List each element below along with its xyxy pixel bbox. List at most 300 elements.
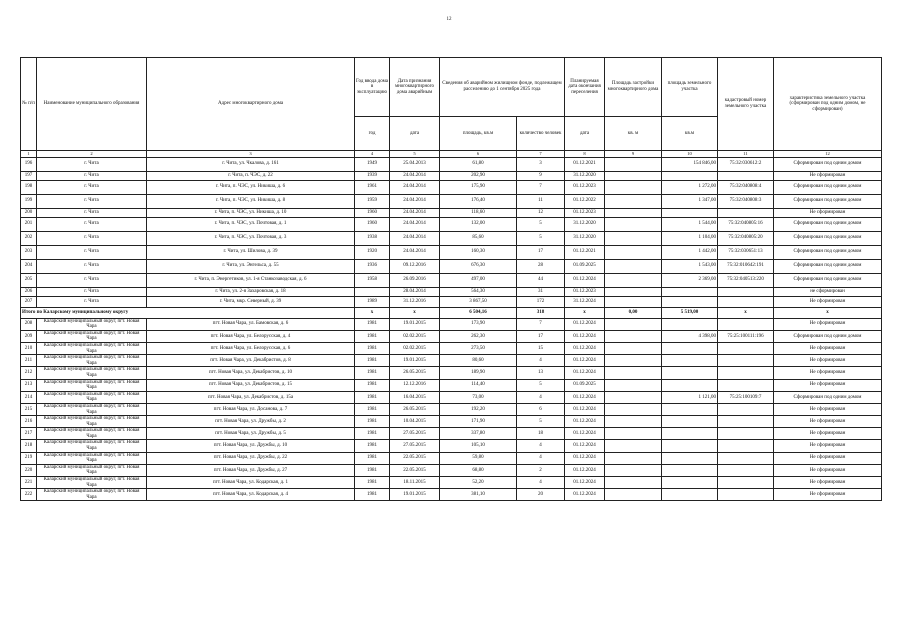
- row-year: 1949: [355, 157, 390, 171]
- row-cadastral: [718, 452, 774, 464]
- row-cadastral: [718, 318, 774, 330]
- row-area: 61,80: [440, 157, 517, 171]
- table-row: [21, 157, 882, 171]
- row-recognition-date: 10.04.2015: [390, 416, 440, 428]
- row-land-char: Не сформирован: [774, 208, 882, 217]
- row-built-area: [605, 231, 662, 245]
- row-recognition-date: 19.01.2015: [390, 489, 440, 501]
- row-land-char: Не сформирован: [774, 171, 882, 180]
- row-number: 213: [21, 379, 37, 391]
- row-cadastral: [718, 379, 774, 391]
- row-cadastral: 75:32:040808:3: [718, 194, 774, 208]
- row-plan-date: 01.12.2024: [565, 367, 605, 379]
- table-row: [21, 342, 882, 354]
- row-address: пгт. Новая Чара, ул. Декабристов, д. 15: [147, 379, 355, 391]
- row-number: 196: [21, 157, 37, 171]
- row-recognition-date: 19.01.2015: [390, 355, 440, 367]
- total-label: Итого по Каларскому муниципальному округу: [21, 307, 355, 318]
- row-people: 172: [517, 296, 565, 307]
- row-number: 207: [21, 296, 37, 307]
- row-recognition-date: 19.01.2015: [390, 318, 440, 330]
- row-cadastral: [718, 477, 774, 489]
- row-address: г. Чита, п. ЧЭС, ул. Почтовая, д. 3: [147, 231, 355, 245]
- row-built-area: [605, 342, 662, 354]
- row-area: 176,40: [440, 194, 517, 208]
- row-land-area: [662, 287, 718, 296]
- row-plan-date: 01.12.2024: [565, 342, 605, 354]
- row-area: 273,50: [440, 342, 517, 354]
- row-people: 7: [517, 180, 565, 194]
- row-year: 1936: [355, 259, 390, 273]
- row-address: г. Чита, ул. Чкалова, д. 161: [147, 157, 355, 171]
- header-plan-date: Планируемая дата окончания переселения: [565, 58, 605, 117]
- row-municipality: Каларский муниципальный округ, пгт. Новая Чара: [37, 379, 147, 391]
- row-land-char: Не сформирован: [774, 355, 882, 367]
- table-row: [21, 171, 882, 180]
- row-land-area: [662, 489, 718, 501]
- row-area: 80,60: [440, 355, 517, 367]
- row-number: 201: [21, 217, 37, 231]
- row-municipality: Каларский муниципальный округ, пгт. Новая Чара: [37, 342, 147, 354]
- row-cadastral: [718, 208, 774, 217]
- header-land-area: площадь земельного участка: [662, 58, 718, 117]
- row-land-char: Не сформирован: [774, 489, 882, 501]
- row-address: пгт. Новая Чара, ул. Дружбы, д. 5: [147, 428, 355, 440]
- row-plan-date: 01.12.2024: [565, 428, 605, 440]
- row-year: 1981: [355, 355, 390, 367]
- row-year: 1960: [355, 208, 390, 217]
- colnum: 10: [662, 151, 718, 158]
- header-sub-year: год: [355, 117, 390, 151]
- row-municipality: Каларский муниципальный округ, пгт. Новая Чара: [37, 440, 147, 452]
- row-plan-date: 01.09.2025: [565, 259, 605, 273]
- row-built-area: [605, 259, 662, 273]
- row-cadastral: 75:25:100109:7: [718, 391, 774, 403]
- header-recognition-date: Дата признания многоквартирного дома аварийным: [390, 58, 440, 117]
- row-land-char: Сформирован под одним домом: [774, 330, 882, 342]
- row-cadastral: 75:25:100111:196: [718, 330, 774, 342]
- rows-kalar: [21, 318, 882, 501]
- row-people: 18: [517, 428, 565, 440]
- row-people: 11: [517, 194, 565, 208]
- row-area: 105,10: [440, 440, 517, 452]
- row-address: пгт. Новая Чара, ул. Досанова, д. 7: [147, 403, 355, 415]
- row-people: 6: [517, 403, 565, 415]
- row-built-area: [605, 355, 662, 367]
- row-address: г. Чита, п. ЧЭС, ул. Никиша, д. 10: [147, 208, 355, 217]
- row-area: 337,80: [440, 428, 517, 440]
- row-land-char: Не сформирован: [774, 296, 882, 307]
- row-land-area: [662, 318, 718, 330]
- row-area: 676,30: [440, 259, 517, 273]
- row-year: 1981: [355, 318, 390, 330]
- row-cadastral: [718, 440, 774, 452]
- row-land-char: Не сформирован: [774, 379, 882, 391]
- row-address: пгт. Новая Чара, ул. Дружбы, д. 2: [147, 416, 355, 428]
- row-plan-date: 01.12.2024: [565, 477, 605, 489]
- table-row: [21, 489, 882, 501]
- total-char: x: [774, 307, 882, 318]
- row-land-char: Не сформирован: [774, 416, 882, 428]
- row-address: пгт. Новая Чара, ул. Кодарская, д. 1: [147, 477, 355, 489]
- row-address: пгт. Новая Чара, ул. Декабристов, д. 15а: [147, 391, 355, 403]
- row-land-char: Не сформирован: [774, 367, 882, 379]
- row-number: 218: [21, 440, 37, 452]
- row-built-area: [605, 367, 662, 379]
- row-land-area: [662, 367, 718, 379]
- row-municipality: Каларский муниципальный округ, пгт. Новая Чара: [37, 403, 147, 415]
- row-number: 204: [21, 259, 37, 273]
- row-number: 208: [21, 318, 37, 330]
- row-land-char: Не сформирован: [774, 440, 882, 452]
- row-year: 1960: [355, 217, 390, 231]
- row-land-char: Сформирован под одним домом: [774, 391, 882, 403]
- row-plan-date: 01.12.2024: [565, 330, 605, 342]
- row-people: 2: [517, 464, 565, 476]
- row-built-area: [605, 157, 662, 171]
- row-number: 210: [21, 342, 37, 354]
- row-address: пгт. Новая Чара, ул. Дружбы, д. 10: [147, 440, 355, 452]
- row-people: 5: [517, 231, 565, 245]
- row-municipality: Каларский муниципальный округ, пгт. Новая Чара: [37, 477, 147, 489]
- row-cadastral: [718, 464, 774, 476]
- row-address: г. Чита, п. ЧЭС, ул. Почтовая, д. 1: [147, 217, 355, 231]
- row-cadastral: [718, 403, 774, 415]
- row-year: [355, 287, 390, 296]
- row-people: 13: [517, 367, 565, 379]
- row-land-char: Сформирован под одним домом: [774, 231, 882, 245]
- row-area: 52,20: [440, 477, 517, 489]
- row-people: 9: [517, 171, 565, 180]
- row-municipality: Каларский муниципальный округ, пгт. Новая Чара: [37, 330, 147, 342]
- row-area: 73,00: [440, 391, 517, 403]
- row-land-area: 1 104,00: [662, 231, 718, 245]
- row-area: 114,40: [440, 379, 517, 391]
- row-address: г. Чита, ул. Энгельса, д. 55: [147, 259, 355, 273]
- row-land-area: [662, 440, 718, 452]
- row-people: 3: [517, 157, 565, 171]
- row-municipality: Каларский муниципальный округ, пгт. Новая Чара: [37, 318, 147, 330]
- row-cadastral: [718, 342, 774, 354]
- row-land-area: 1 442,00: [662, 245, 718, 259]
- row-recognition-date: 02.02.2015: [390, 330, 440, 342]
- row-area: 171,90: [440, 416, 517, 428]
- table-row: [21, 440, 882, 452]
- row-municipality: г. Чита: [37, 245, 147, 259]
- row-plan-date: 31.12.2024: [565, 296, 605, 307]
- row-address: г. Чита, ул. Шилова, д. 39: [147, 245, 355, 259]
- row-year: 1981: [355, 379, 390, 391]
- row-land-area: [662, 379, 718, 391]
- row-number: 214: [21, 391, 37, 403]
- table-row: [21, 330, 882, 342]
- colnum: 9: [605, 151, 662, 158]
- row-land-area: 1 544,00: [662, 217, 718, 231]
- row-plan-date: 01.12.2024: [565, 355, 605, 367]
- row-plan-date: 01.12.2024: [565, 403, 605, 415]
- row-built-area: [605, 464, 662, 476]
- colnum: 2: [37, 151, 147, 158]
- row-plan-date: 01.12.2023: [565, 180, 605, 194]
- row-area: 262,30: [440, 330, 517, 342]
- row-land-char: Не сформирован: [774, 318, 882, 330]
- row-recognition-date: 16.04.2015: [390, 391, 440, 403]
- total-people: 318: [517, 307, 565, 318]
- row-address: г. Чита, мкр. Северный, д. 39: [147, 296, 355, 307]
- row-area: 118,60: [440, 208, 517, 217]
- row-built-area: [605, 217, 662, 231]
- row-people: 12: [517, 208, 565, 217]
- row-land-area: 1 543,00: [662, 259, 718, 273]
- row-land-area: [662, 355, 718, 367]
- row-address: г. Чита, п. Энергетиков, ул. 1-я Станкозаводская, д. 6: [147, 273, 355, 287]
- row-land-area: [662, 208, 718, 217]
- table-row: [21, 428, 882, 440]
- row-municipality: г. Чита: [37, 231, 147, 245]
- row-municipality: г. Чита: [37, 208, 147, 217]
- row-plan-date: 01.09.2025: [565, 379, 605, 391]
- row-municipality: Каларский муниципальный округ, пгт. Новая Чара: [37, 489, 147, 501]
- row-plan-date: 01.12.2024: [565, 416, 605, 428]
- page-number: 12: [446, 17, 452, 22]
- row-area: 68,80: [440, 464, 517, 476]
- row-land-area: [662, 477, 718, 489]
- row-people: 15: [517, 342, 565, 354]
- row-recognition-date: 22.05.2015: [390, 452, 440, 464]
- row-municipality: г. Чита: [37, 194, 147, 208]
- total-year: x: [355, 307, 390, 318]
- row-land-char: Сформирован под одним домом: [774, 157, 882, 171]
- row-recognition-date: 09.12.2016: [390, 259, 440, 273]
- row-people: 4: [517, 440, 565, 452]
- total-row: [21, 307, 882, 318]
- row-built-area: [605, 208, 662, 217]
- row-number: 216: [21, 416, 37, 428]
- row-number: 219: [21, 452, 37, 464]
- row-area: 132,00: [440, 217, 517, 231]
- row-number: 221: [21, 477, 37, 489]
- row-municipality: Каларский муниципальный округ, пгт. Новая Чара: [37, 452, 147, 464]
- row-municipality: г. Чита: [37, 217, 147, 231]
- header-cadastral: кадастровый номер земельного участка: [718, 58, 774, 151]
- row-cadastral: 75:32:030651:13: [718, 245, 774, 259]
- colnum: 4: [355, 151, 390, 158]
- row-land-area: 1 121,00: [662, 391, 718, 403]
- row-land-area: [662, 296, 718, 307]
- row-recognition-date: 24.04.2014: [390, 231, 440, 245]
- row-built-area: [605, 318, 662, 330]
- header-num: № п/п: [21, 58, 37, 151]
- row-people: 17: [517, 330, 565, 342]
- row-municipality: г. Чита: [37, 287, 147, 296]
- row-land-char: Сформирован под одним домом: [774, 259, 882, 273]
- row-recognition-date: 26.05.2015: [390, 403, 440, 415]
- row-land-area: [662, 171, 718, 180]
- row-area: 160,30: [440, 245, 517, 259]
- row-built-area: [605, 273, 662, 287]
- row-people: 17: [517, 245, 565, 259]
- row-land-char: Не сформирован: [774, 403, 882, 415]
- total-cad: x: [718, 307, 774, 318]
- row-land-char: Сформирован под одним домом: [774, 194, 882, 208]
- row-year: 1981: [355, 416, 390, 428]
- row-land-char: Не сформирован: [774, 464, 882, 476]
- table-row: [21, 391, 882, 403]
- total-land: 5 519,00: [662, 307, 718, 318]
- row-address: пгт. Новая Чара, ул. Декабристов, д. 10: [147, 367, 355, 379]
- header-info: Сведения об аварийном жилищном фонде, подлежащем расселению до 1 сентября 2025 года: [440, 58, 565, 117]
- row-built-area: [605, 245, 662, 259]
- row-area: 175,90: [440, 180, 517, 194]
- row-year: 1981: [355, 464, 390, 476]
- row-plan-date: 01.12.2024: [565, 318, 605, 330]
- row-people: 5: [517, 217, 565, 231]
- row-recognition-date: 24.04.2014: [390, 217, 440, 231]
- row-number: 199: [21, 194, 37, 208]
- row-plan-date: 01.12.2024: [565, 452, 605, 464]
- row-year: 1920: [355, 245, 390, 259]
- header-year: Год ввода дома в эксплуатацию: [355, 58, 390, 117]
- row-cadastral: 75:32:040808:4: [718, 180, 774, 194]
- row-plan-date: 01.12.2024: [565, 440, 605, 452]
- row-area: 189,90: [440, 367, 517, 379]
- row-year: 1981: [355, 477, 390, 489]
- row-cadastral: [718, 489, 774, 501]
- table-row: [21, 477, 882, 489]
- row-cadastral: 75:32:030612:2: [718, 157, 774, 171]
- row-land-area: [662, 403, 718, 415]
- row-land-area: [662, 464, 718, 476]
- row-cadastral: 75:32:040805:20: [718, 231, 774, 245]
- row-address: г. Чита, п. ЧЭС, ул. Никиша, д. 6: [147, 180, 355, 194]
- row-land-char: Не сформирован: [774, 477, 882, 489]
- row-plan-date: 31.12.2020: [565, 171, 605, 180]
- row-people: 31: [517, 287, 565, 296]
- total-date: x: [390, 307, 440, 318]
- row-area: 192,20: [440, 403, 517, 415]
- row-cadastral: [718, 171, 774, 180]
- row-address: пгт. Новая Чара, ул. Декабристов, д. 8: [147, 355, 355, 367]
- row-people: 28: [517, 259, 565, 273]
- row-plan-date: 01.12.2023: [565, 287, 605, 296]
- row-land-char: Сформирован под одним домом: [774, 180, 882, 194]
- row-plan-date: 01.12.2021: [565, 157, 605, 171]
- total-section: [21, 307, 882, 318]
- row-address: г. Чита, п. ЧЭС, ул. Никиша, д. 8: [147, 194, 355, 208]
- header-built-area: Площадь застройки многоквартирного дома: [605, 58, 662, 117]
- row-recognition-date: 24.04.2014: [390, 208, 440, 217]
- row-address: г. Чита, п. ЧЭС, д. 22: [147, 171, 355, 180]
- row-people: 4: [517, 452, 565, 464]
- header-sub-people: количество человек: [517, 117, 565, 151]
- row-land-area: 2 369,00: [662, 273, 718, 287]
- row-year: 1989: [355, 296, 390, 307]
- row-plan-date: 01.12.2022: [565, 194, 605, 208]
- row-cadastral: 75:32:010642:191: [718, 259, 774, 273]
- row-people: 4: [517, 391, 565, 403]
- table-row: [21, 194, 882, 208]
- row-municipality: Каларский муниципальный округ, пгт. Новая Чара: [37, 391, 147, 403]
- row-plan-date: 31.12.2020: [565, 231, 605, 245]
- row-built-area: [605, 330, 662, 342]
- row-year: 1981: [355, 452, 390, 464]
- row-municipality: г. Чита: [37, 273, 147, 287]
- row-number: 220: [21, 464, 37, 476]
- row-land-area: 1 347,00: [662, 194, 718, 208]
- table-row: [21, 367, 882, 379]
- header-row-main: [21, 58, 882, 117]
- row-built-area: [605, 477, 662, 489]
- row-area: 85,60: [440, 231, 517, 245]
- header-land-char: характеристика земельного участка (сформирован под одним домом, не сформирован): [774, 58, 882, 151]
- row-plan-date: 01.12.2024: [565, 489, 605, 501]
- row-number: 212: [21, 367, 37, 379]
- colnum: 3: [147, 151, 355, 158]
- row-recognition-date: 31.12.2016: [390, 296, 440, 307]
- colnum: 6: [440, 151, 517, 158]
- row-cadastral: [718, 416, 774, 428]
- row-municipality: г. Чита: [37, 259, 147, 273]
- row-address: пгт. Новая Чара, ул. Белорусская, д. 4: [147, 330, 355, 342]
- colnum: 5: [390, 151, 440, 158]
- header-address: Адрес многоквартирного дома: [147, 58, 355, 151]
- row-area: 59,80: [440, 452, 517, 464]
- row-recognition-date: 26.09.2016: [390, 273, 440, 287]
- row-land-char: Сформирован под одним домом: [774, 273, 882, 287]
- table-row: [21, 379, 882, 391]
- row-address: г. Чита, ул. 2-я Захаровская, д. 18: [147, 287, 355, 296]
- table-row: [21, 231, 882, 245]
- row-cadastral: [718, 287, 774, 296]
- row-people: 20: [517, 489, 565, 501]
- header-sub-sqm: кв. м: [605, 117, 662, 151]
- row-recognition-date: 24.04.2014: [390, 180, 440, 194]
- row-area: 497,00: [440, 273, 517, 287]
- total-plan: x: [565, 307, 605, 318]
- row-cadastral: [718, 428, 774, 440]
- row-number: 209: [21, 330, 37, 342]
- row-land-area: 1 272,00: [662, 180, 718, 194]
- row-built-area: [605, 440, 662, 452]
- row-built-area: [605, 452, 662, 464]
- row-land-char: не сформирован: [774, 287, 882, 296]
- header-colnums: [21, 151, 882, 158]
- row-built-area: [605, 391, 662, 403]
- table-row: [21, 403, 882, 415]
- row-address: пгт. Новая Чара, ул. Кодарская, д. 4: [147, 489, 355, 501]
- row-plan-date: 01.12.2024: [565, 391, 605, 403]
- row-number: 215: [21, 403, 37, 415]
- colnum: 8: [565, 151, 605, 158]
- colnum: 1: [21, 151, 37, 158]
- row-area: 202,90: [440, 171, 517, 180]
- row-land-char: Сформирован под одним домом: [774, 245, 882, 259]
- total-area: 6 504,16: [440, 307, 517, 318]
- row-year: 1981: [355, 403, 390, 415]
- table-row: [21, 296, 882, 307]
- row-number: 203: [21, 245, 37, 259]
- row-address: пгт. Новая Чара, ул. Дружбы, д. 27: [147, 464, 355, 476]
- row-people: 7: [517, 318, 565, 330]
- row-year: 1938: [355, 231, 390, 245]
- row-number: 202: [21, 231, 37, 245]
- row-built-area: [605, 194, 662, 208]
- row-year: 1981: [355, 330, 390, 342]
- row-people: 4: [517, 477, 565, 489]
- row-number: 211: [21, 355, 37, 367]
- row-number: 222: [21, 489, 37, 501]
- row-year: 1959: [355, 194, 390, 208]
